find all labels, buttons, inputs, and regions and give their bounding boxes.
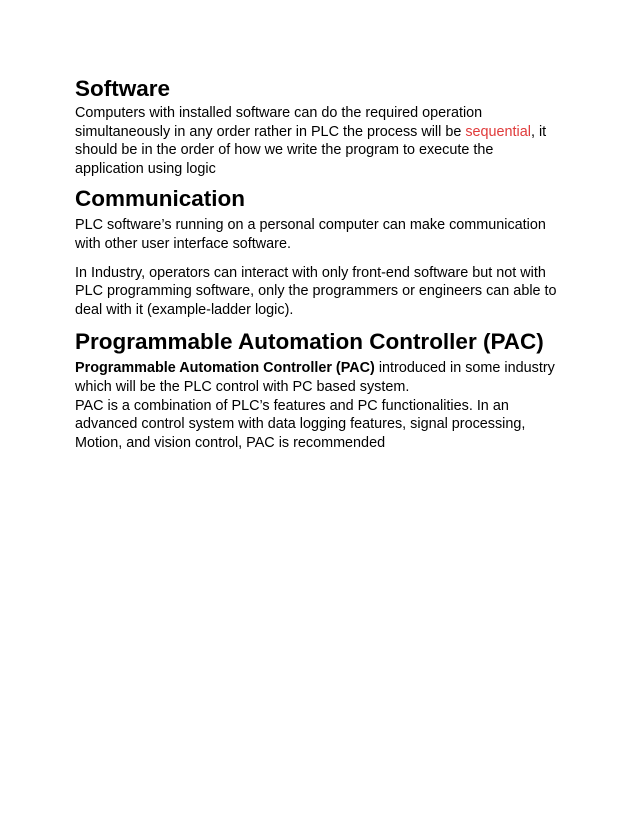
paragraph-communication-1: PLC software’s running on a personal computer can make communication with other user interface software. — [75, 217, 546, 252]
paragraph-communication-2: In Industry, operators can interact with only front-end software but not with PLC programming software, only the programmers or engineers can able to deal with it (example-ladder logic). — [75, 264, 557, 318]
document-content — [75, 76, 565, 452]
heading-communication: Communication — [75, 186, 246, 212]
heading-software: Software — [75, 76, 171, 101]
heading-pac: Programmable Automation Controller (PAC) — [75, 329, 544, 355]
pac-lead-rest: introduced in some industry which will be the PLC control with PC based system. — [75, 360, 555, 395]
paragraph-pac-2: PAC is a combination of PLC’s features and PC functionalities. In an advanced control system with data logging features, signal processing, Motion, and vision control, PAC is recommended — [75, 397, 526, 451]
pac-bold-lead: Programmable Automation Controller (PAC) — [75, 360, 375, 377]
software-text-before: Computers with installed software can do the required operation simultaneously in any order rather in PLC the process will be — [75, 105, 483, 140]
software-text-after: , it should be in the order of how we write the program to execute the application using logic — [75, 123, 547, 177]
paragraph-software — [75, 104, 565, 178]
paragraph-pac-1 — [75, 359, 565, 396]
software-highlight-sequential: sequential — [465, 123, 531, 140]
